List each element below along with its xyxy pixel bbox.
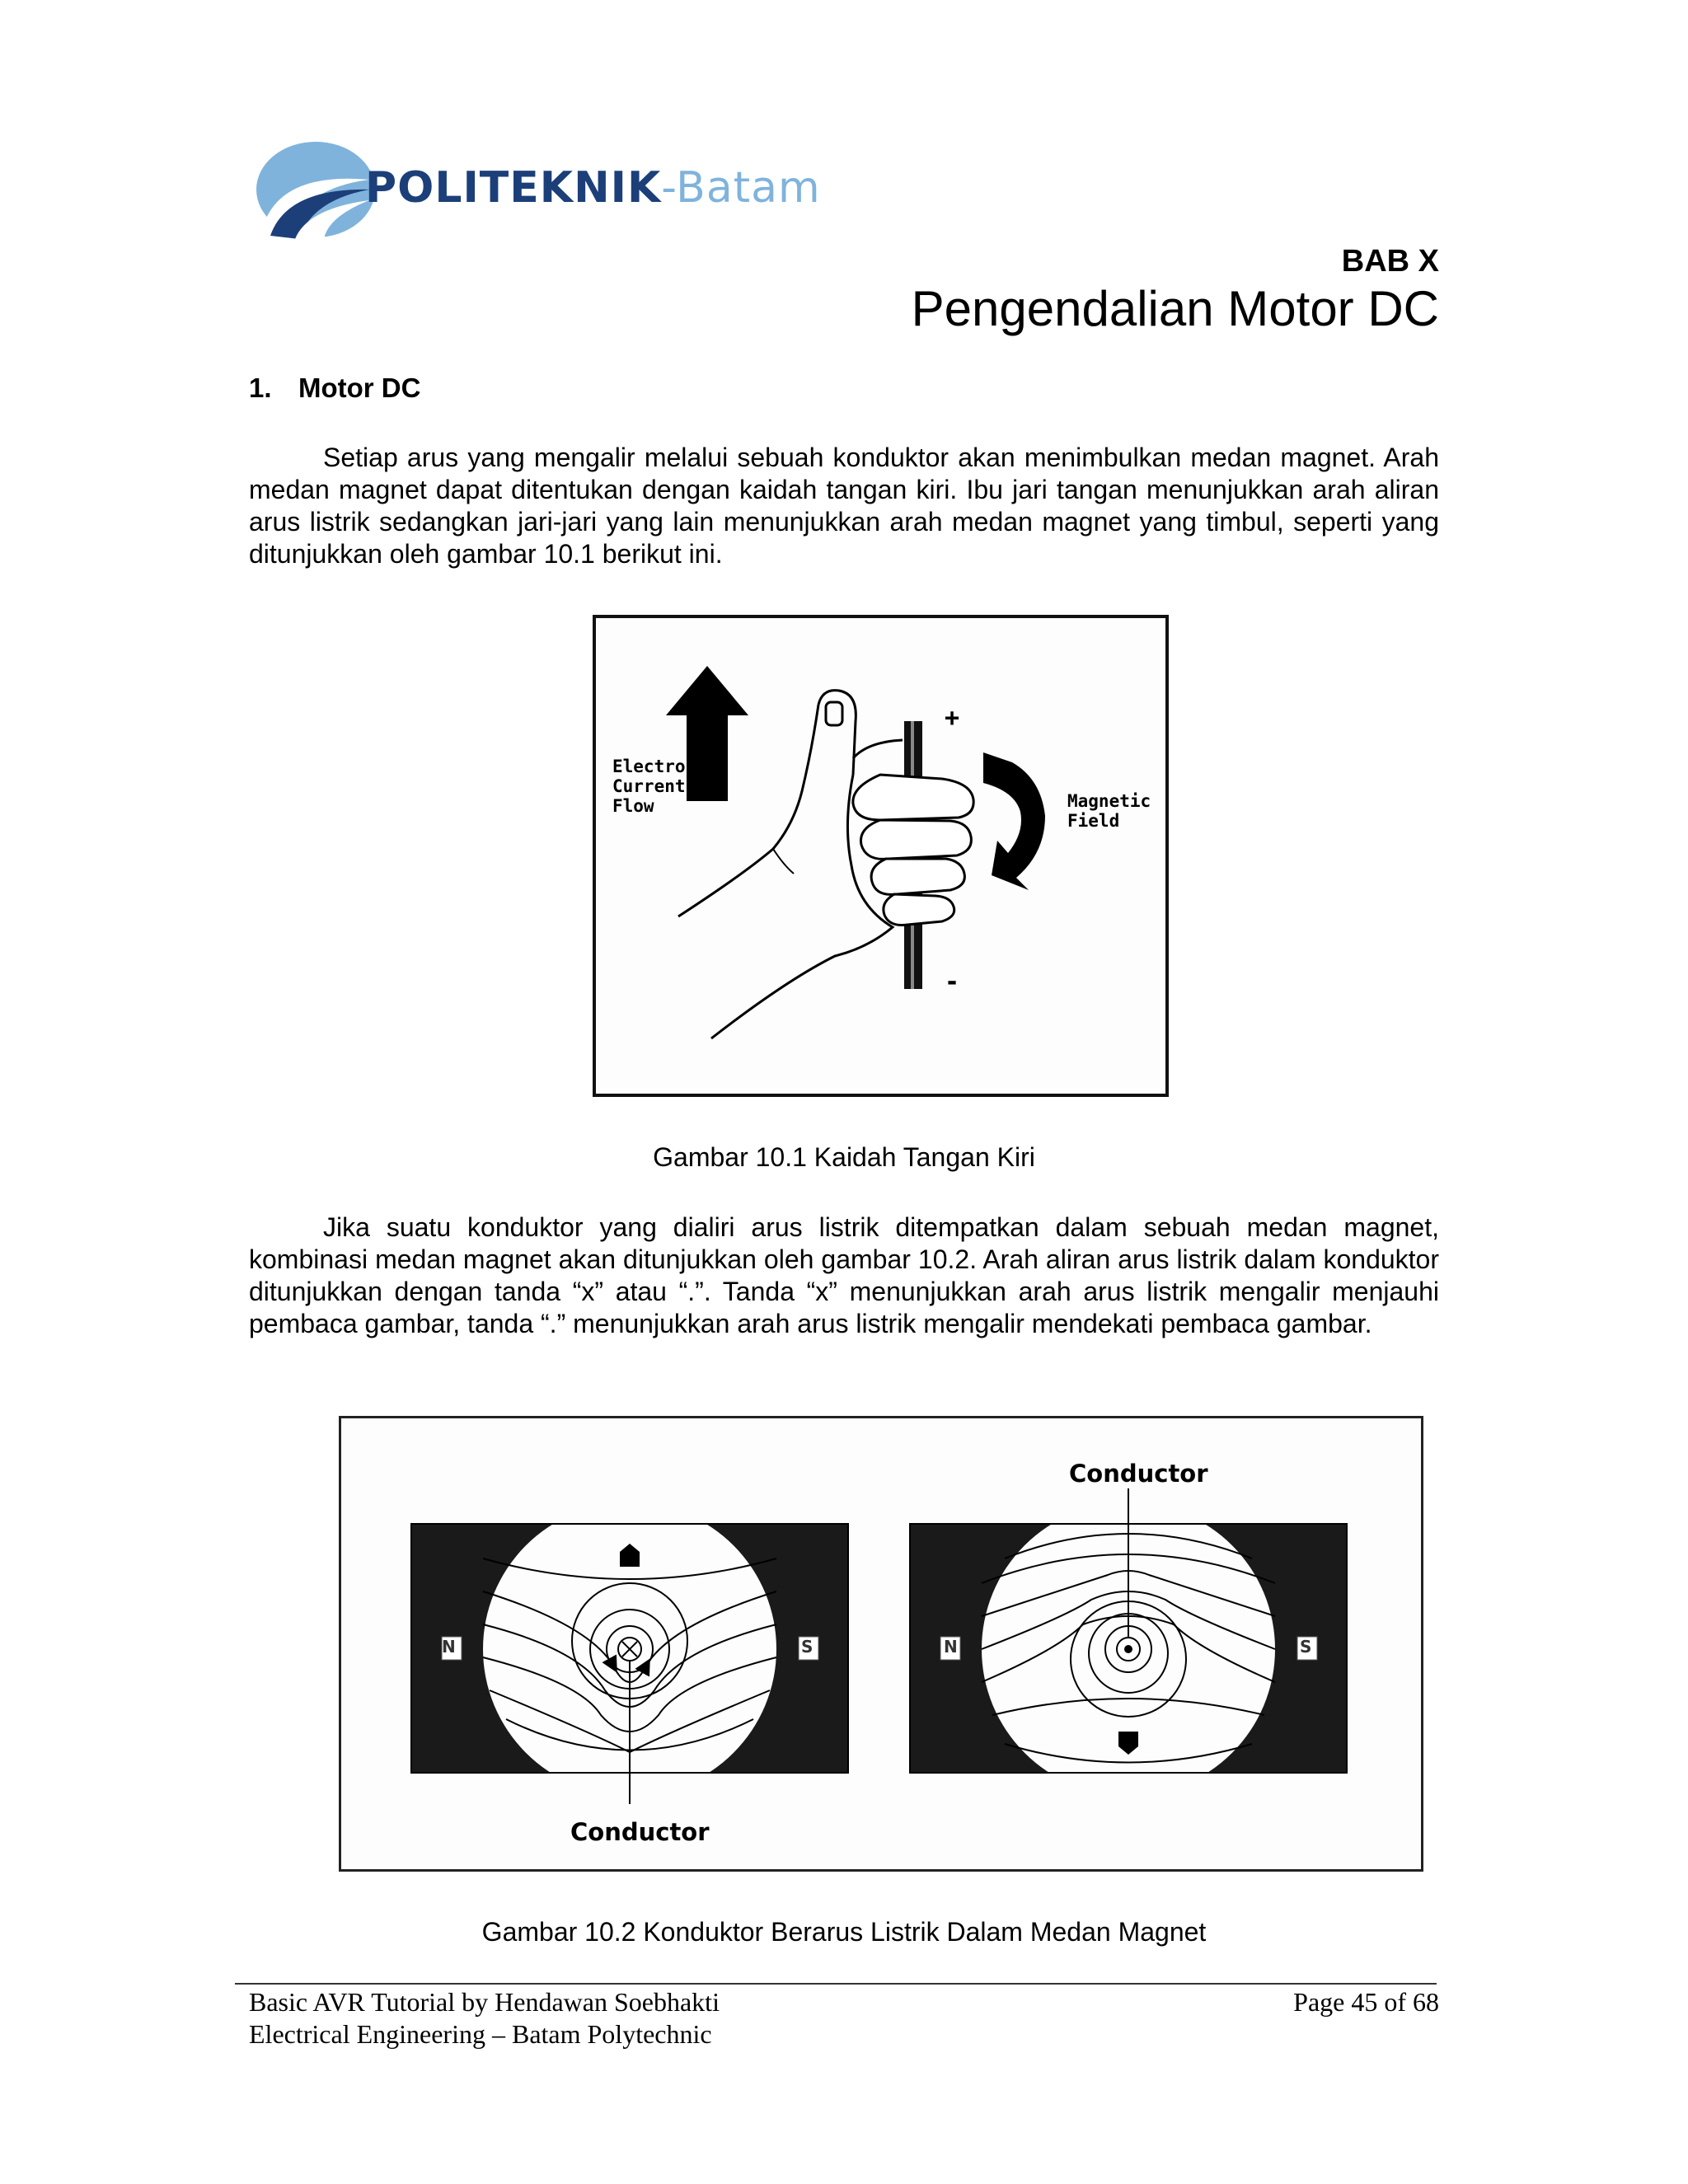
section-number: 1.	[249, 373, 272, 403]
left-hand-rule-illustration	[596, 618, 1165, 1094]
chapter-label: BAB X	[1341, 244, 1439, 279]
figure-2-caption: Gambar 10.2 Konduktor Berarus Listrik Dalam Medan Magnet	[481, 1917, 1207, 1947]
page-title: Pengendalian Motor DC	[911, 281, 1439, 336]
label-left-n: N	[442, 1637, 456, 1657]
label-conductor-top: Conductor	[1069, 1460, 1208, 1488]
footer-institution: Electrical Engineering – Batam Polytechnic	[249, 2019, 712, 2049]
figure-1-caption: Gambar 10.1 Kaidah Tangan Kiri	[653, 1142, 1035, 1172]
label-conductor-bottom: Conductor	[570, 1818, 710, 1846]
label-right-n: N	[944, 1637, 958, 1657]
label-right-s: S	[1300, 1637, 1312, 1657]
magnetic-field-arrow-icon	[983, 752, 1045, 890]
section-title: Motor DC	[298, 373, 421, 403]
dot-icon	[1124, 1645, 1132, 1653]
label-electron-current-flow: Electron Current Flow	[612, 757, 696, 816]
footer-page-number: Page 45 of 68	[1293, 1987, 1439, 2017]
label-plus: +	[945, 704, 960, 733]
paragraph-2: Jika suatu konduktor yang dialiri arus listrik ditempatkan dalam sebuah medan magnet, kombinasi medan magnet akan ditunjukkan oleh gambar 10.2. Arah aliran arus listrik dalam konduktor ditunjukkan dengan tanda “x” atau “.”. Tanda “x” menunjukkan arah arus listrik mengalir menjauhi pembaca gambar, tanda “.” menunjukkan arah arus listrik mengalir mendekati pembaca gambar.	[249, 1212, 1439, 1338]
footer-divider	[235, 1983, 1437, 1985]
right-field-diagram	[910, 1488, 1347, 1796]
logo-text: POLITEKNIK-Batam	[365, 163, 821, 213]
section-heading	[249, 373, 420, 404]
label-magnetic-field: Magnetic Field	[1067, 791, 1151, 831]
figure-conductor-in-magnetic-field	[339, 1416, 1423, 1872]
paragraph-1: Setiap arus yang mengalir melalui sebuah konduktor akan menimbulkan medan magnet. Arah medan magnet dapat ditentukan dengan kaidah tangan kiri. Ibu jari tangan menunjukkan arah aliran arus listrik sedangkan jari-jari yang lain menunjukkan arah medan magnet yang timbul, seperti yang ditunjukkan oleh gambar 10.1 berikut ini.	[249, 443, 1439, 569]
footer-left	[249, 1986, 720, 2050]
politeknik-batam-logo	[254, 138, 831, 246]
conductor-field-illustration	[341, 1418, 1421, 1869]
left-field-diagram	[411, 1502, 848, 1804]
label-minus: -	[945, 968, 960, 996]
logo-swoosh-icon	[254, 138, 377, 246]
footer-author: Basic AVR Tutorial by Hendawan Soebhakti	[249, 1987, 720, 2017]
label-left-s: S	[801, 1637, 814, 1657]
figure-left-hand-rule	[593, 615, 1169, 1097]
